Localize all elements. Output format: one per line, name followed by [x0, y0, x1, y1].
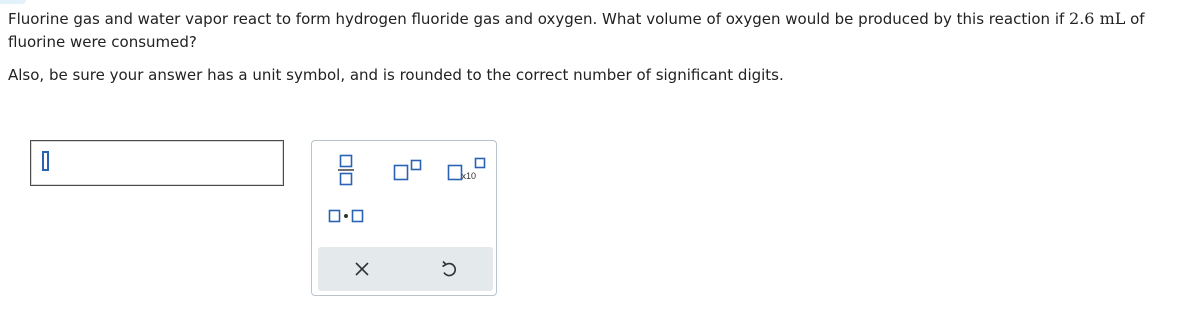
question-quantity: 2.6 mL: [1069, 9, 1126, 28]
palette-action-bar: [318, 247, 493, 291]
undo-icon: [440, 260, 458, 278]
question-text-after: of fluorine were consumed?: [8, 10, 1145, 51]
scientific-notation-button[interactable]: [447, 157, 487, 181]
question-text-before: Fluorine gas and water vapor react to form hydrogen fluoride gas and oxygen. What volume of oxygen would be produced by this reaction if: [8, 10, 1070, 28]
answer-cursor-placeholder: [42, 151, 49, 171]
top-corner-accent: [0, 0, 26, 4]
scientific-notation-icon: [447, 157, 487, 181]
superscript-icon: [393, 159, 423, 181]
superscript-button[interactable]: [393, 159, 423, 181]
math-palette: [311, 140, 497, 296]
multiplication-dot-button[interactable]: [328, 209, 364, 223]
undo-button[interactable]: [405, 247, 493, 291]
answer-input[interactable]: [30, 140, 284, 186]
fraction-icon: [337, 154, 355, 186]
clear-button[interactable]: [318, 247, 406, 291]
fraction-button[interactable]: [337, 154, 355, 186]
question-text: [8, 7, 1188, 54]
instruction-text: Also, be sure your answer has a unit symbol, and is rounded to the correct number of significant digits.: [8, 66, 784, 84]
scientific-notation-label: x10: [461, 171, 477, 181]
clear-icon: [355, 262, 369, 276]
multiplication-dot-icon: [328, 209, 364, 223]
